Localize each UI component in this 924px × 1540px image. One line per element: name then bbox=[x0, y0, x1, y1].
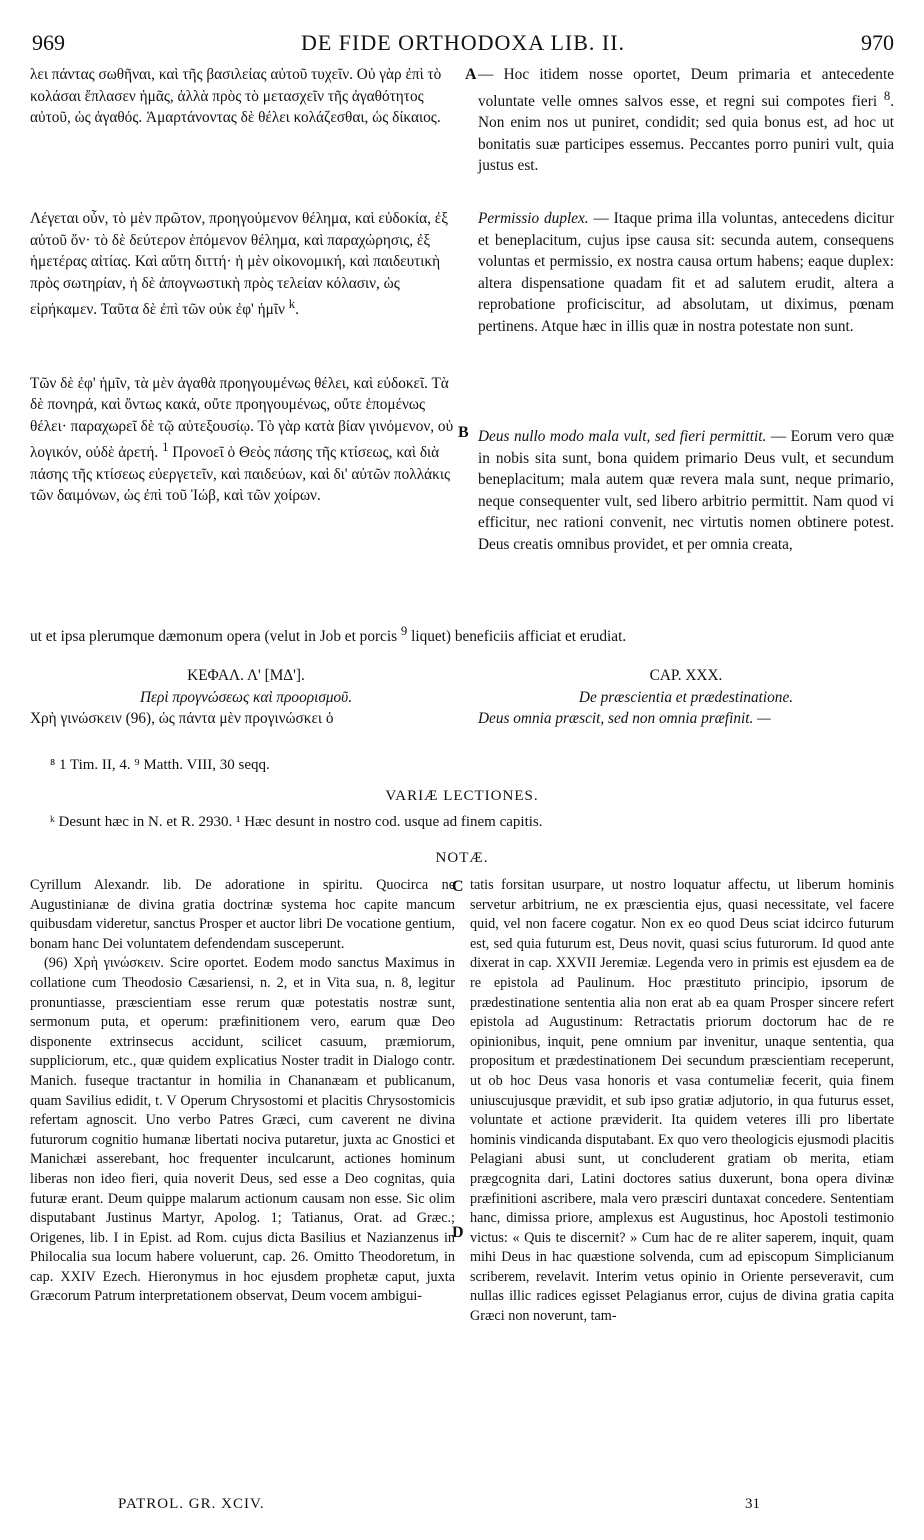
margin-letter-d: D bbox=[452, 1224, 464, 1241]
greek-chapter-number: ΚΕΦΑΛ. Λ' [ΜΔ']. bbox=[187, 667, 305, 684]
scripture-references: ⁸ 1 Tim. II, 4. ⁹ Matth. VIII, 30 seqq. bbox=[50, 757, 270, 773]
greek-paragraph-3: Τῶν δὲ ἐφ' ἡμῖν, τὰ μὲν ἀγαθὰ προηγουμένως θέλει, καὶ εὐδοκεῖ. Τὰ δὲ πονηρά, καὶ ὄντως κακά, οὔτε προηγουμένως, οὔτε ἑπομένως θέλει· παραχωρεῖ δὲ τῷ αὐτεξουσίῳ. Τὸ γὰρ κατὰ βίαν γινόμενον, οὐ λογικόν, οὐδὲ ἀρετή. $^1$ Προνοεῖ ὁ Θεὸς πάσης τῆς κτίσεως, καὶ διὰ πάσης τῆς κτίσεως εὐεργετεῖν, καὶ παιδεύων, καὶ δι' αὐτῶν πολλάκις τῶν δαιμόνων, ὡς ἐπὶ τοῦ Ἰώβ, καὶ τῶν χοίρων. bbox=[30, 374, 454, 505]
page-number-left: 969 bbox=[32, 30, 65, 55]
latin-column bbox=[478, 64, 894, 555]
running-header bbox=[32, 30, 894, 60]
margin-letter-b: B bbox=[458, 424, 469, 441]
greek-paragraph-2: Λέγεται οὖν, τὸ μὲν πρῶτον, προηγούμενον θέλημα, καὶ εὐδοκία, ἐξ αὐτοῦ ὄν· τὸ δὲ δεύτερον ἑπόμενον θέλημα, καὶ παραχώρησις, ἐξ ἡμετέρας αἰτίας. Καὶ αὕτη διττή· ἡ μὲν οἰκονομική, καὶ παιδευτικὴ πρὸς σωτηρίαν, ἡ δὲ ἀπογνωστικὴ πρὸς τελείαν κόλασιν, ὡς εἰρήκαμεν. Ταῦτα δὲ ἐπὶ τῶν οὐκ ἐφ' ἡμῖν $^k$. bbox=[30, 210, 449, 319]
greek-column bbox=[30, 64, 462, 507]
notae-title: NOTÆ. bbox=[435, 850, 489, 866]
signature-mark: 31 bbox=[745, 1496, 760, 1512]
margin-letter-c: C bbox=[452, 878, 464, 895]
patrologia-volume: PATROL. GR. XCIV. bbox=[118, 1496, 265, 1512]
latin-chapter-start: Deus omnia præscit, sed non omnia præfinit. — bbox=[478, 710, 771, 727]
greek-chapter-title: Περὶ προγνώσεως καὶ προορισμοῦ. bbox=[139, 688, 353, 706]
notes-right-column: tatis forsitan usurpare, ut nostro loquatur affectu, ut liberum hominis servetur arbitrium, ne ex præscientia ejus, quasi necessitate, vel facere quid, vel non facere cogatur. Non ex eo quod Deus sciat idcirco futurum est, sed quia futurum est, Deus novit, quasi scius futurorum. Id quod ante dixerat in cap. XXVII Jeremiæ. Legenda vero in primis est ejusdem ea de re epistola ad Paulinum. Hoc præstituto principio, ipsorum de prædestinatione sententia alia non erat ab ea quam Prosper sincere refert epistola ad Augustinum: Retractatis priorum doctorum hac de re opinionibus, inquit, pene omnium par invenitur, unaque sententia, qua propositum et prædestinationem Dei secundum præscientiam receperunt, ut ob hoc Deus vasa honoris et vasa contumeliæ fecerit, quia finem uniuscujusque prævidit, et sub ipso gratiæ adjutorio, in qua futurus esset, voluntate et actione præviderit. Ita quidem veteres illi pro libertate hominis vindicanda disputabant. Ex quo vero theologicis ejusmodi placitis Pelagiani abusi sunt, ut concluderent gratiam ob merita, etiam prægcognita dari, Latini doctores satius duxerunt, bona opera divinæ præfinitioni ascribere, mala vero præsciri duntaxat concedere. Sententiam hanc, dimissa priore, amplexus est Augustinus, hoc Apostoli testimonio victus: « Quis te discernit? » Cum hac de re aliter saperem, inquit, quam mihi Deus in hac quæstione solvenda, cum ad episcopum Simplicianum scriberem, revelavit. Interim vetus opinio in Oriente perseveravit, cum nullas illic radices egisset Pelagianus error, cujus de divina gratia capita Græci non noverunt, tam- bbox=[470, 877, 894, 1325]
greek-chapter-heading bbox=[30, 665, 462, 730]
variae-lectiones-text: ᵏ Desunt hæc in N. et R. 2930. ¹ Hæc desunt in nostro cod. usque ad finem capitis. bbox=[50, 814, 543, 830]
note-cyrillum: Cyrillum Alexandr. lib. De adoratione in spiritu. Quocirca ne Augustinianæ de divina gratia doctrinæ systema hoc capite mancum quibusdam videretur, sanctus Prosper et auctor libri De vocatione gentium, bonam hanc Dei voluntatem defendendam susceperunt. bbox=[30, 877, 455, 952]
variae-lectiones-title: VARIÆ LECTIONES. bbox=[385, 788, 539, 804]
latin-sidehead-deus-nullo: Deus nullo modo mala vult, sed fieri permittit. bbox=[478, 428, 767, 445]
running-title: DE FIDE ORTHODOXA LIB. II. bbox=[300, 30, 626, 55]
latin-chapter-heading bbox=[478, 665, 894, 730]
latin-paragraph-3: Deus nullo modo mala vult, sed fieri permittit. — Eorum vero quæ in nobis sita sunt, bona quidem primario Deus vult, et secundum beneplacitum; mala autem quæ revera mala sunt, neque primario, neque consequenter vult, sed libero arbitrio permittit. Nam quod vi efficitur, nec rationi convenit, nec virtutis nomen obtinere potest. Deus creatis omnibus providet, et per omnia creata, bbox=[478, 428, 894, 553]
note-96: (96) Χρὴ γινώσκειν. Scire oportet. Eodem modo sanctus Maximus in collatione cum Theodosio Cæsariensi, n. 2, et in Vita sua, n. 8, legitur pronuntiasse, præscientiam esse rerum quæ potestatis nostræ sunt, sermonum puta, et operum: præfinitionem vero, earum quæ Deo disponente extrinsecus accidunt, scilicet casuum, præmiorum, suppliciorum, etc., quæ quidem explicatius Noster tradit in Dialogo contr. Manich. fuseque tractantur in homilia in Chananæam et publicanum, quam Savilius edidit, t. V Operum Chrysostomi et placitis Chrysostomicis refertam agnoscit. Uno verbo Patres Græci, cum caverent ne divina futurorum cognitio humanæ libertati nociva putaretur, juxta ac Gnostici et Manichæi asserebant, hoc frequenter inculcarunt, actiones hominum liberas non ideo fieri, quia noverit Deus, sed esse a Deo cognitas, quia futuræ erant. Deum quippe malarum actionum causam non esse. Sic olim disputabant Justinus Martyr, Apolog. 1; Tatianus, Orat. ad Græc.; Origenes, lib. I in Epist. ad Rom. cujus dicta Basilius et Nazianzenus in Philocalia sua locum habere voluerunt, cap. 26. Omitto Theodoretum, in cap. XXIV Ezech. Hieronymus in hoc ejusdem prophetæ caput, juxta Græcorum Patrum interpretationem observat, Deum vocem ambigui- bbox=[30, 955, 455, 1305]
latin-chapter-title: De præscientia et prædestinatione. bbox=[578, 688, 794, 706]
margin-letter-a: A bbox=[465, 66, 477, 83]
page-number-right: 970 bbox=[861, 30, 894, 55]
notes-left-column bbox=[30, 876, 455, 1307]
latin-continuation: ut et ipsa plerumque dæmonum opera (velut in Job et porcis $^9$ liquet) beneficiis afficiat et erudiat. bbox=[30, 624, 627, 646]
latin-paragraph-1: — Hoc itidem nosse oportet, Deum primaria et antecedente voluntate velle omnes salvos esse, et regni sui compotes fieri $^8$. Non enim nos ut puniret, condidit; sed quia bonus est, ad hoc ut bonitatis suæ participes essemus. Peccantes porro puniri vult, quia justus est. bbox=[478, 66, 895, 175]
latin-paragraph-2: Permissio duplex. — Itaque prima illa voluntas, antecedens dicitur et beneplacitum, cujus ipse causa sit: secunda autem, consequens voluntas et permissio, ex nostra causa ortum habens; eaque duplex: altera dispensatione quadam fit et ad salutem erudit, altera a reprobatione proficiscitur, ad absolutam, ut diximus, pœnam pertinens. Atque hæc in illis quæ in nostra potestate non sunt. bbox=[478, 210, 894, 335]
latin-sidehead-permissio: Permissio duplex. bbox=[478, 210, 589, 227]
greek-chapter-start: Χρὴ γινώσκειν (96), ὡς πάντα μὲν προγινώσκει ὁ bbox=[30, 710, 334, 727]
latin-chapter-number: CAP. XXX. bbox=[649, 667, 723, 684]
greek-paragraph-1: λει πάντας σωθῆναι, καὶ τῆς βασιλείας αὐτοῦ τυχεῖν. Οὐ γὰρ ἐπὶ τὸ κολάσαι ἔπλασεν ἡμᾶς, ἀλλὰ πρὸς τὸ μετασχεῖν τῆς ἀγαθότητος αὐτοῦ, ὡς ἀγαθός. Ἁμαρτάνοντας δὲ θέλει κολάζεσθαι, ὡς δίκαιος. bbox=[30, 66, 442, 126]
